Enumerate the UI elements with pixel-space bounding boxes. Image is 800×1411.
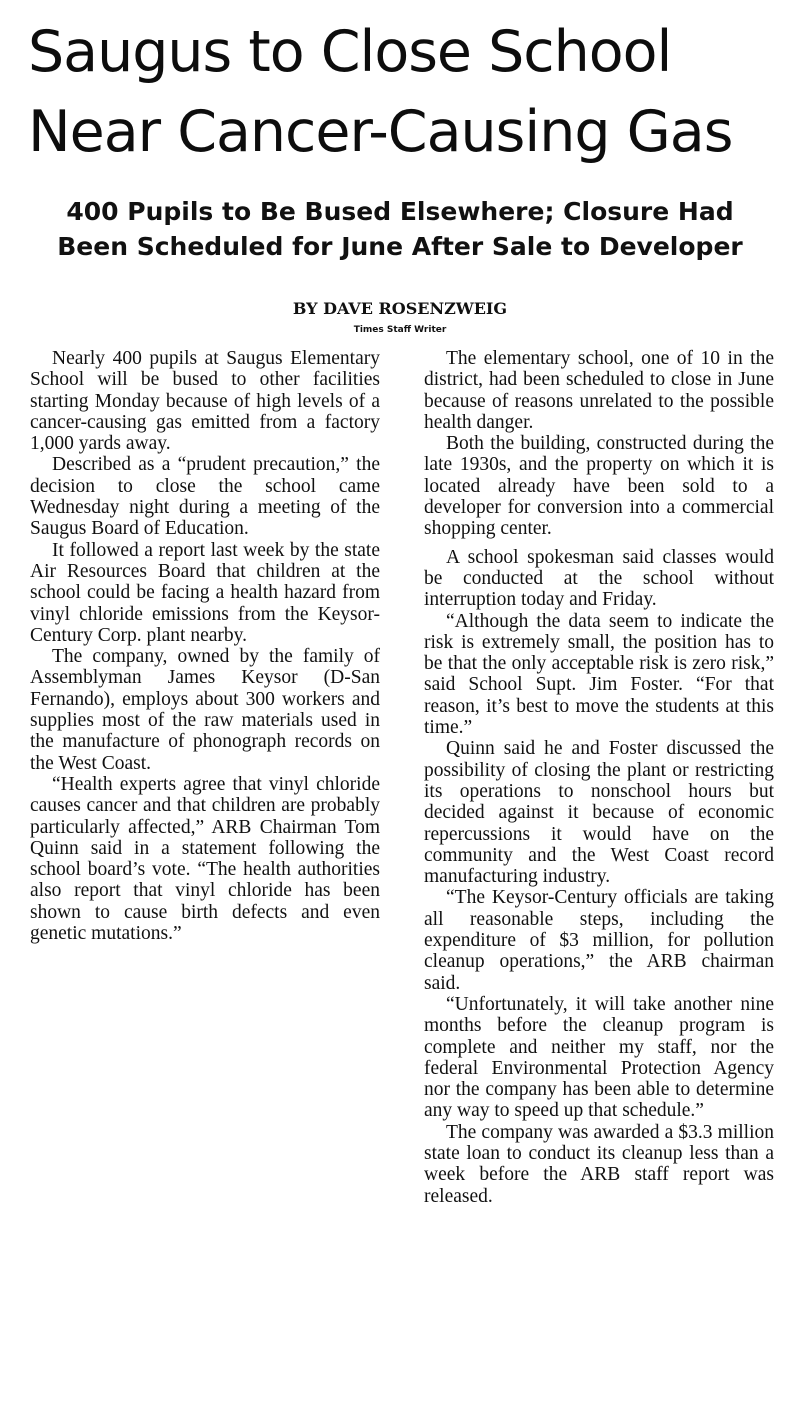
paragraph: Nearly 400 pupils at Saugus Elementary School will be bused to other facilities starting Monday because of high levels of a cancer-causing gas emitted from a factory 1,000 yards away. bbox=[30, 348, 380, 455]
headline-line-2: Near Cancer-Causing Gas bbox=[28, 99, 733, 165]
paragraph: Quinn said he and Foster discussed the possibility of closing the plant or restricting its operations to nonschool hours but decided against it because of economic repercussions it would have on the community and the West Coast record manufacturing industry. bbox=[424, 738, 774, 888]
subheadline bbox=[0, 194, 800, 264]
article-column-right bbox=[424, 348, 774, 1207]
paragraph: The company, owned by the family of Assemblyman James Keysor (D-San Fernando), employs about 300 workers and supplies most of the raw materials used in the manufacture of phonograph records on the West Coast. bbox=[30, 646, 380, 774]
byline-author: BY DAVE ROSENZWEIG bbox=[292, 299, 508, 318]
paragraph: Both the building, constructed during the late 1930s, and the property on which it is located already have been sold to a developer for conversion into a commercial shopping center. bbox=[424, 433, 774, 540]
byline-role: Times Staff Writer bbox=[353, 325, 447, 335]
headline bbox=[28, 12, 788, 172]
paragraph: The company was awarded a $3.3 million state loan to conduct its cleanup less than a week before the ARB staff report was released. bbox=[424, 1121, 774, 1207]
paragraph: A school spokesman said classes would be conducted at the school without interruption today and Friday. bbox=[424, 546, 774, 611]
paragraph: “Health experts agree that vinyl chloride causes cancer and that children are probably particularly affected,” ARB Chairman Tom Quinn said in a statement following the school board’s vote. “The health authorities also report that vinyl chloride has been shown to cause birth defects and even genetic mutations.” bbox=[30, 773, 380, 945]
subheadline-line-2: Been Scheduled for June After Sale to Developer bbox=[57, 232, 743, 261]
paragraph: It followed a report last week by the state Air Resources Board that children at the school could be facing a health hazard from vinyl chloride emissions from the Keysor-Century Corp. plant nearby. bbox=[30, 539, 380, 646]
subheadline-line-1: 400 Pupils to Be Bused Elsewhere; Closure Had bbox=[66, 197, 734, 226]
paragraph: The elementary school, one of 10 in the district, had been scheduled to close in June because of reasons unrelated to the possible health danger. bbox=[424, 348, 774, 433]
paragraph: “The Keysor-Century officials are taking all reasonable steps, including the expenditure of $3 million, for pollution cleanup operations,” the ARB chairman said. bbox=[424, 887, 774, 994]
paragraph: “Although the data seem to indicate the risk is extremely small, the position has to be that the only acceptable risk is zero risk,” said School Supt. Jim Foster. “For that reason, it’s best to move the students at this time.” bbox=[424, 610, 774, 739]
paragraph: Described as a “prudent precaution,” the decision to close the school came Wednesday night during a meeting of the Saugus Board of Education. bbox=[30, 454, 380, 540]
article-column-left bbox=[30, 348, 380, 944]
headline-line-1: Saugus to Close School bbox=[28, 19, 672, 85]
paragraph: “Unfortunately, it will take another nine months before the cleanup program is complete and neither my staff, nor the federal Environmental Protection Agency nor the company has been able to determine any way to speed up that schedule.” bbox=[424, 993, 774, 1122]
